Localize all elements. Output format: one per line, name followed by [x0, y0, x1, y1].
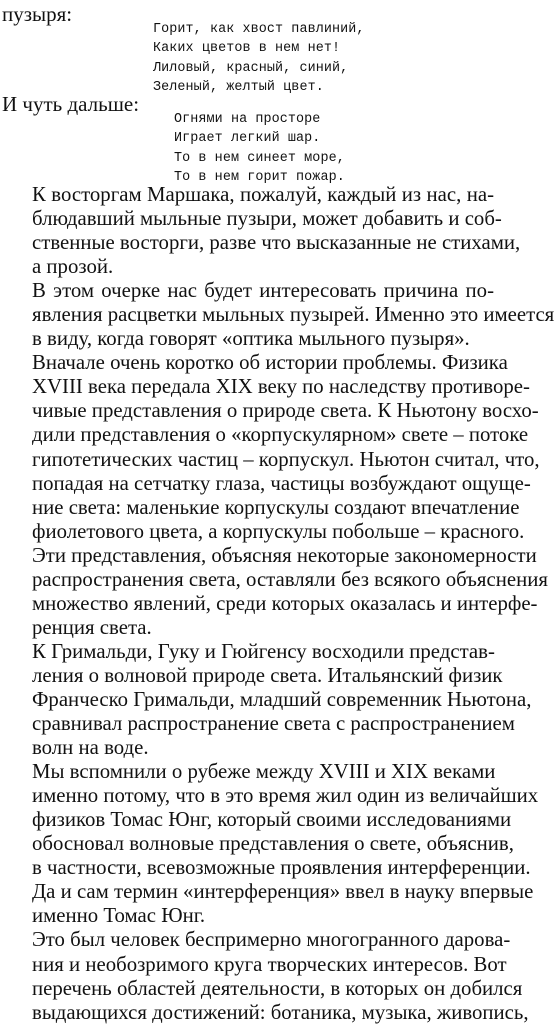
poem-line: Горит, как хвост павлиний,	[153, 22, 365, 37]
paragraph-line: В этом очерке нас будет интересовать причина по-	[32, 279, 494, 303]
paragraph	[2, 183, 521, 279]
paragraph-line: обосновал волновые представления о свете, объяснив,	[32, 832, 514, 856]
poem-stanza-1	[153, 20, 365, 97]
paragraph-line: попадая на сетчатку глаза, частицы возбуждают ощуще-	[32, 471, 531, 495]
paragraph-line: в частности, всевозможные проявления интерференции.	[32, 856, 531, 880]
paragraph-line: именно Томас Юнг.	[32, 904, 206, 928]
paragraph-line: ственные восторги, разве что высказанные не стихами,	[32, 231, 521, 255]
poem-line: Зеленый, желтый цвет.	[153, 79, 324, 95]
paragraph-line: Мы вспомнили о рубеже между XVIII и XIX веками	[32, 760, 496, 784]
paragraph-line: в виду, когда говорят «оптика мыльного пузыря».	[32, 327, 470, 351]
poem-line: То в нем синеет море,	[174, 150, 345, 166]
transition-line: И чуть дальше:	[2, 92, 140, 116]
paragraph-line: Это был человек беспримерно многогранного дарова-	[32, 928, 511, 952]
paragraph	[2, 351, 548, 640]
poem-line: Огнями на просторе	[174, 112, 321, 127]
intro-line: пузыря:	[2, 2, 73, 26]
paragraph-line: блюдавший мыльные пузыри, может добавить и соб-	[32, 207, 502, 231]
paragraph-line: распространения света, оставляли без всякого объяснения	[32, 567, 548, 591]
paragraph-line: гипотетических частиц – корпускул. Ньютон считал, что,	[32, 447, 540, 471]
paragraph-line: К Гримальди, Гуку и Гюйгенсу восходили представ-	[32, 639, 495, 663]
paragraph-line: волн на воде.	[32, 736, 149, 760]
paragraph-line: ния и необозримого круга творческих интересов. Вот	[32, 952, 507, 976]
poem-line: То в нем горит пожар.	[174, 169, 345, 185]
paragraph	[2, 639, 532, 760]
paragraph-line: фиолетового цвета, а корпускулы побольше – красного.	[32, 519, 525, 543]
paragraph	[2, 279, 554, 351]
paragraph-line: выдающихся достижений: ботаника, музыка, живопись,	[32, 1000, 529, 1024]
paragraph-line: ренция света.	[32, 615, 152, 639]
paragraph-line: а прозой.	[32, 255, 114, 279]
paragraph-line: множество явлений, среди которых оказалась и интерфе-	[32, 591, 538, 615]
paragraph	[2, 760, 539, 928]
paragraph-line: сравнивал распространение света с распространением	[32, 712, 515, 736]
paragraph-line: Да и сам термин «интерференция» ввел в науку впервые	[32, 880, 534, 904]
paragraph-line: чивые представления о природе света. К Ньютону восхо-	[32, 399, 539, 423]
body-text	[2, 183, 554, 1025]
paragraph-line: Франческо Гримальди, младший современник Ньютона,	[32, 687, 532, 711]
paragraph-line: дили представления о «корпускулярном» свете – потоке	[32, 423, 529, 447]
paragraph-line: Эти представления, объясняя некоторые закономерности	[32, 543, 537, 567]
paragraph-line: перечень областей деятельности, в которых он добился	[32, 976, 523, 1000]
poem-line: Играет легкий шар.	[174, 131, 321, 147]
paragraph-line: физиков Томас Юнг, который своими исследованиями	[32, 808, 512, 832]
paragraph-line: XVIII века передала XIX веку по наследству противоре-	[32, 375, 530, 399]
paragraph-line: Вначале очень коротко об истории проблемы. Физика	[32, 351, 508, 375]
paragraph-line: именно потому, что в это время жил один из величайших	[32, 784, 539, 808]
poem-line: Лиловый, красный, синий,	[153, 60, 349, 76]
paragraph	[2, 928, 529, 1024]
paragraph-line: ления о волновой природе света. Итальянский физик	[32, 663, 503, 687]
poem-line: Каких цветов в нем нет!	[153, 41, 341, 57]
paragraph-line: К восторгам Маршака, пожалуй, каждый из нас, на-	[32, 183, 494, 206]
paragraph-line: ние света: маленькие корпускулы создают впечатление	[32, 495, 520, 519]
poem-stanza-2	[174, 110, 345, 187]
paragraph-line: явления расцветки мыльных пузырей. Именно это имеется	[32, 303, 554, 327]
